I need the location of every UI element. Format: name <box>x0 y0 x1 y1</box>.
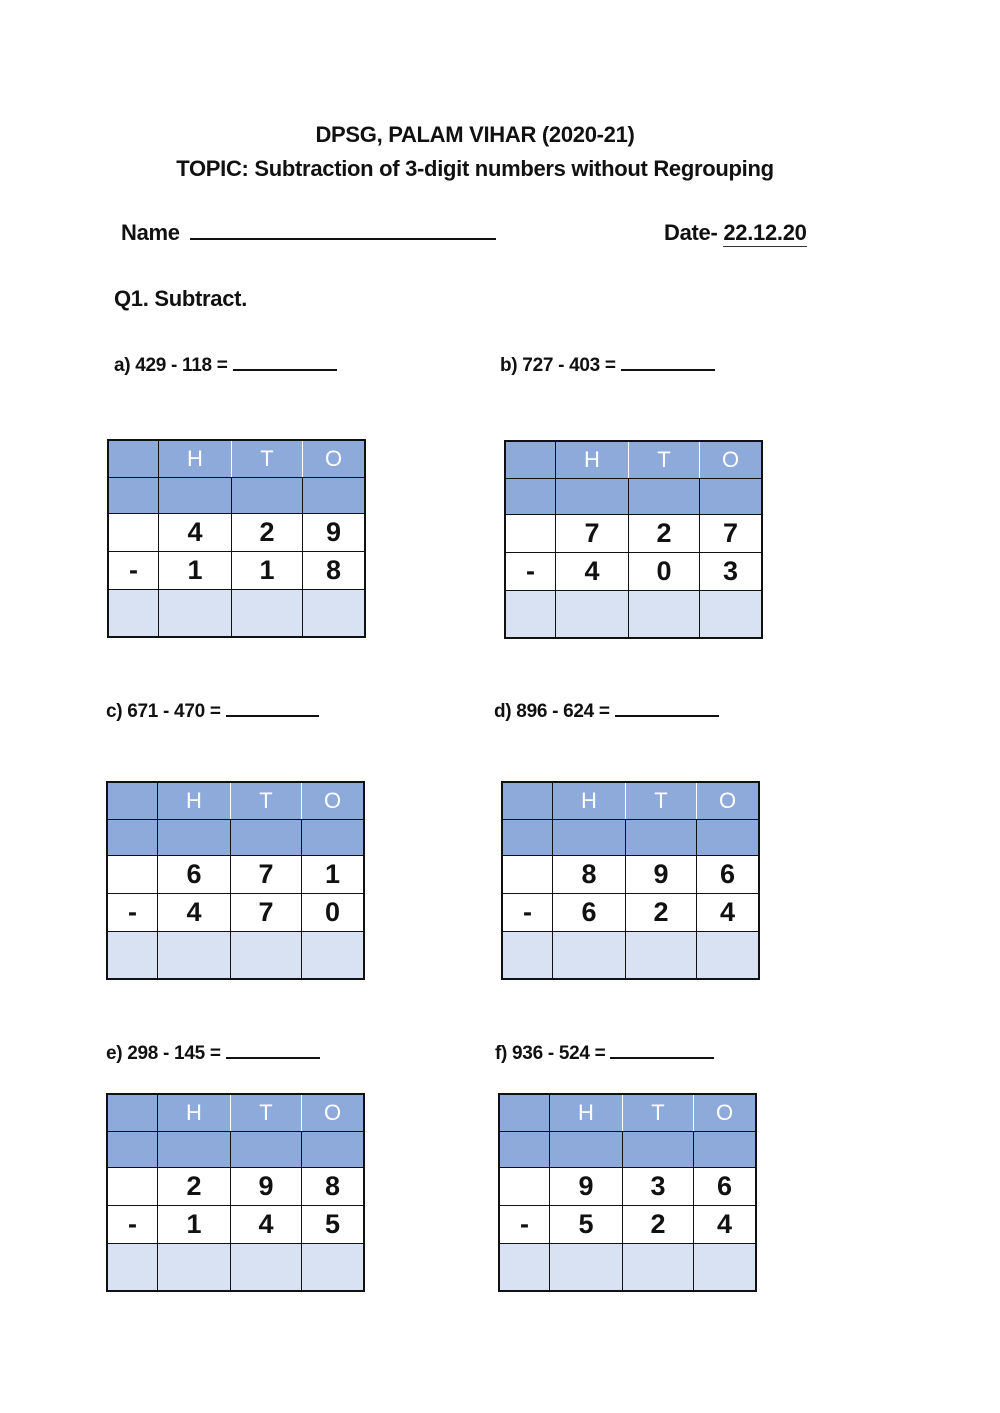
name-field <box>121 220 496 246</box>
carry-cell[interactable] <box>629 479 700 515</box>
answer-cell[interactable] <box>694 1244 757 1292</box>
minuend-digit: 6 <box>694 1168 757 1206</box>
answer-sign-cell <box>107 1244 158 1292</box>
subtrahend-digit: 4 <box>158 894 231 932</box>
answer-cell[interactable] <box>232 590 303 638</box>
problem-c-label: c) 671 - 470 = <box>106 697 319 723</box>
col-header-hundreds: H <box>158 782 231 820</box>
subtrahend-digit: 1 <box>159 552 232 590</box>
col-header-tens: T <box>231 782 302 820</box>
carry-cell <box>108 478 159 514</box>
answer-cell[interactable] <box>303 590 366 638</box>
carry-cell <box>499 1132 550 1168</box>
problem-e-grid <box>106 1093 365 1292</box>
minus-sign: - <box>107 894 158 932</box>
minus-sign: - <box>502 894 553 932</box>
carry-cell[interactable] <box>232 478 303 514</box>
answer-cell[interactable] <box>231 932 302 980</box>
subtrahend-digit: 1 <box>232 552 303 590</box>
answer-cell[interactable] <box>626 932 697 980</box>
minuend-digit: 8 <box>302 1168 365 1206</box>
col-header-ones: O <box>697 782 760 820</box>
col-header-tens: T <box>623 1094 694 1132</box>
col-header-ones: O <box>303 440 366 478</box>
carry-cell[interactable] <box>303 478 366 514</box>
minus-sign: - <box>499 1206 550 1244</box>
subtrahend-digit: 4 <box>694 1206 757 1244</box>
problem-d-grid <box>501 781 760 980</box>
col-header-ones: O <box>302 1094 365 1132</box>
name-label: Name <box>121 220 180 245</box>
answer-cell[interactable] <box>623 1244 694 1292</box>
problem-e-answer-blank[interactable] <box>226 1039 320 1059</box>
problem-a-grid <box>107 439 366 638</box>
carry-cell[interactable] <box>550 1132 623 1168</box>
problem-b-label: b) 727 - 403 = <box>500 351 715 377</box>
minuend-digit: 4 <box>159 514 232 552</box>
col-header-tens: T <box>231 1094 302 1132</box>
subtrahend-digit: 5 <box>302 1206 365 1244</box>
answer-cell[interactable] <box>158 1244 231 1292</box>
sign-cell <box>108 514 159 552</box>
subtrahend-digit: 4 <box>231 1206 302 1244</box>
answer-cell[interactable] <box>158 932 231 980</box>
subtrahend-digit: 0 <box>302 894 365 932</box>
minuend-digit: 7 <box>700 515 763 553</box>
minuend-digit: 9 <box>231 1168 302 1206</box>
carry-cell[interactable] <box>623 1132 694 1168</box>
answer-cell[interactable] <box>302 932 365 980</box>
subtrahend-digit: 4 <box>697 894 760 932</box>
minuend-digit: 8 <box>553 856 626 894</box>
col-header-tens: T <box>626 782 697 820</box>
subtrahend-digit: 0 <box>629 553 700 591</box>
col-header-tens: T <box>232 440 303 478</box>
carry-cell[interactable] <box>556 479 629 515</box>
problem-f-answer-blank[interactable] <box>610 1039 714 1059</box>
minus-sign: - <box>505 553 556 591</box>
subtrahend-digit: 8 <box>303 552 366 590</box>
answer-cell[interactable] <box>553 932 626 980</box>
carry-cell <box>107 1132 158 1168</box>
corner-cell <box>499 1094 550 1132</box>
sign-cell <box>502 856 553 894</box>
carry-cell <box>107 820 158 856</box>
answer-cell[interactable] <box>700 591 763 639</box>
carry-cell <box>502 820 553 856</box>
problem-e-label: e) 298 - 145 = <box>106 1039 320 1065</box>
carry-cell[interactable] <box>231 1132 302 1168</box>
carry-cell[interactable] <box>302 1132 365 1168</box>
sign-cell <box>107 856 158 894</box>
answer-sign-cell <box>499 1244 550 1292</box>
date-value: 22.12.20 <box>723 220 807 245</box>
col-header-ones: O <box>700 441 763 479</box>
col-header-hundreds: H <box>550 1094 623 1132</box>
carry-cell[interactable] <box>626 820 697 856</box>
corner-cell <box>107 782 158 820</box>
minuend-digit: 2 <box>629 515 700 553</box>
answer-sign-cell <box>505 591 556 639</box>
answer-cell[interactable] <box>159 590 232 638</box>
minuend-digit: 9 <box>303 514 366 552</box>
answer-cell[interactable] <box>629 591 700 639</box>
school-title: DPSG, PALAM VIHAR (2020-21) <box>315 122 635 147</box>
answer-sign-cell <box>108 590 159 638</box>
answer-cell[interactable] <box>550 1244 623 1292</box>
problem-c-answer-blank[interactable] <box>226 697 319 717</box>
problem-f-label: f) 936 - 524 = <box>495 1039 714 1065</box>
problem-b-grid <box>504 440 763 639</box>
subtrahend-digit: 5 <box>550 1206 623 1244</box>
minuend-digit: 9 <box>626 856 697 894</box>
problem-a-answer-blank[interactable] <box>233 351 337 371</box>
minuend-digit: 2 <box>158 1168 231 1206</box>
corner-cell <box>505 441 556 479</box>
answer-cell[interactable] <box>556 591 629 639</box>
answer-cell[interactable] <box>231 1244 302 1292</box>
problem-d-label: d) 896 - 624 = <box>494 697 719 723</box>
problem-c-grid <box>106 781 365 980</box>
problem-b-answer-blank[interactable] <box>621 351 715 371</box>
carry-cell[interactable] <box>231 820 302 856</box>
col-header-hundreds: H <box>556 441 629 479</box>
carry-cell[interactable] <box>302 820 365 856</box>
name-blank[interactable] <box>190 220 496 240</box>
minus-sign: - <box>108 552 159 590</box>
subtrahend-digit: 7 <box>231 894 302 932</box>
subtrahend-digit: 2 <box>626 894 697 932</box>
col-header-tens: T <box>629 441 700 479</box>
col-header-hundreds: H <box>158 1094 231 1132</box>
minuend-digit: 9 <box>550 1168 623 1206</box>
col-header-hundreds: H <box>553 782 626 820</box>
answer-cell[interactable] <box>302 1244 365 1292</box>
carry-cell[interactable] <box>700 479 763 515</box>
problem-d-answer-blank[interactable] <box>615 697 719 717</box>
carry-cell[interactable] <box>697 820 760 856</box>
carry-cell[interactable] <box>553 820 626 856</box>
minuend-digit: 7 <box>556 515 629 553</box>
date-field <box>664 220 807 246</box>
carry-cell[interactable] <box>158 820 231 856</box>
sign-cell <box>499 1168 550 1206</box>
answer-sign-cell <box>502 932 553 980</box>
carry-cell[interactable] <box>159 478 232 514</box>
subtrahend-digit: 2 <box>623 1206 694 1244</box>
carry-cell <box>505 479 556 515</box>
corner-cell <box>107 1094 158 1132</box>
corner-cell <box>502 782 553 820</box>
col-header-ones: O <box>302 782 365 820</box>
answer-sign-cell <box>107 932 158 980</box>
minuend-digit: 1 <box>302 856 365 894</box>
carry-cell[interactable] <box>158 1132 231 1168</box>
minuend-digit: 6 <box>697 856 760 894</box>
date-label: Date- <box>664 220 718 245</box>
carry-cell[interactable] <box>694 1132 757 1168</box>
problem-f-grid <box>498 1093 757 1292</box>
subtrahend-digit: 3 <box>700 553 763 591</box>
corner-cell <box>108 440 159 478</box>
col-header-ones: O <box>694 1094 757 1132</box>
minuend-digit: 2 <box>232 514 303 552</box>
minuend-digit: 3 <box>623 1168 694 1206</box>
question-title: Q1. Subtract. <box>114 286 248 311</box>
sign-cell <box>107 1168 158 1206</box>
answer-cell[interactable] <box>697 932 760 980</box>
minus-sign: - <box>107 1206 158 1244</box>
subtrahend-digit: 4 <box>556 553 629 591</box>
minuend-digit: 6 <box>158 856 231 894</box>
sign-cell <box>505 515 556 553</box>
col-header-hundreds: H <box>159 440 232 478</box>
subtrahend-digit: 6 <box>553 894 626 932</box>
topic-title: TOPIC: Subtraction of 3-digit numbers without Regrouping <box>176 156 774 181</box>
problem-a-label: a) 429 - 118 = <box>114 351 337 377</box>
subtrahend-digit: 1 <box>158 1206 231 1244</box>
minuend-digit: 7 <box>231 856 302 894</box>
